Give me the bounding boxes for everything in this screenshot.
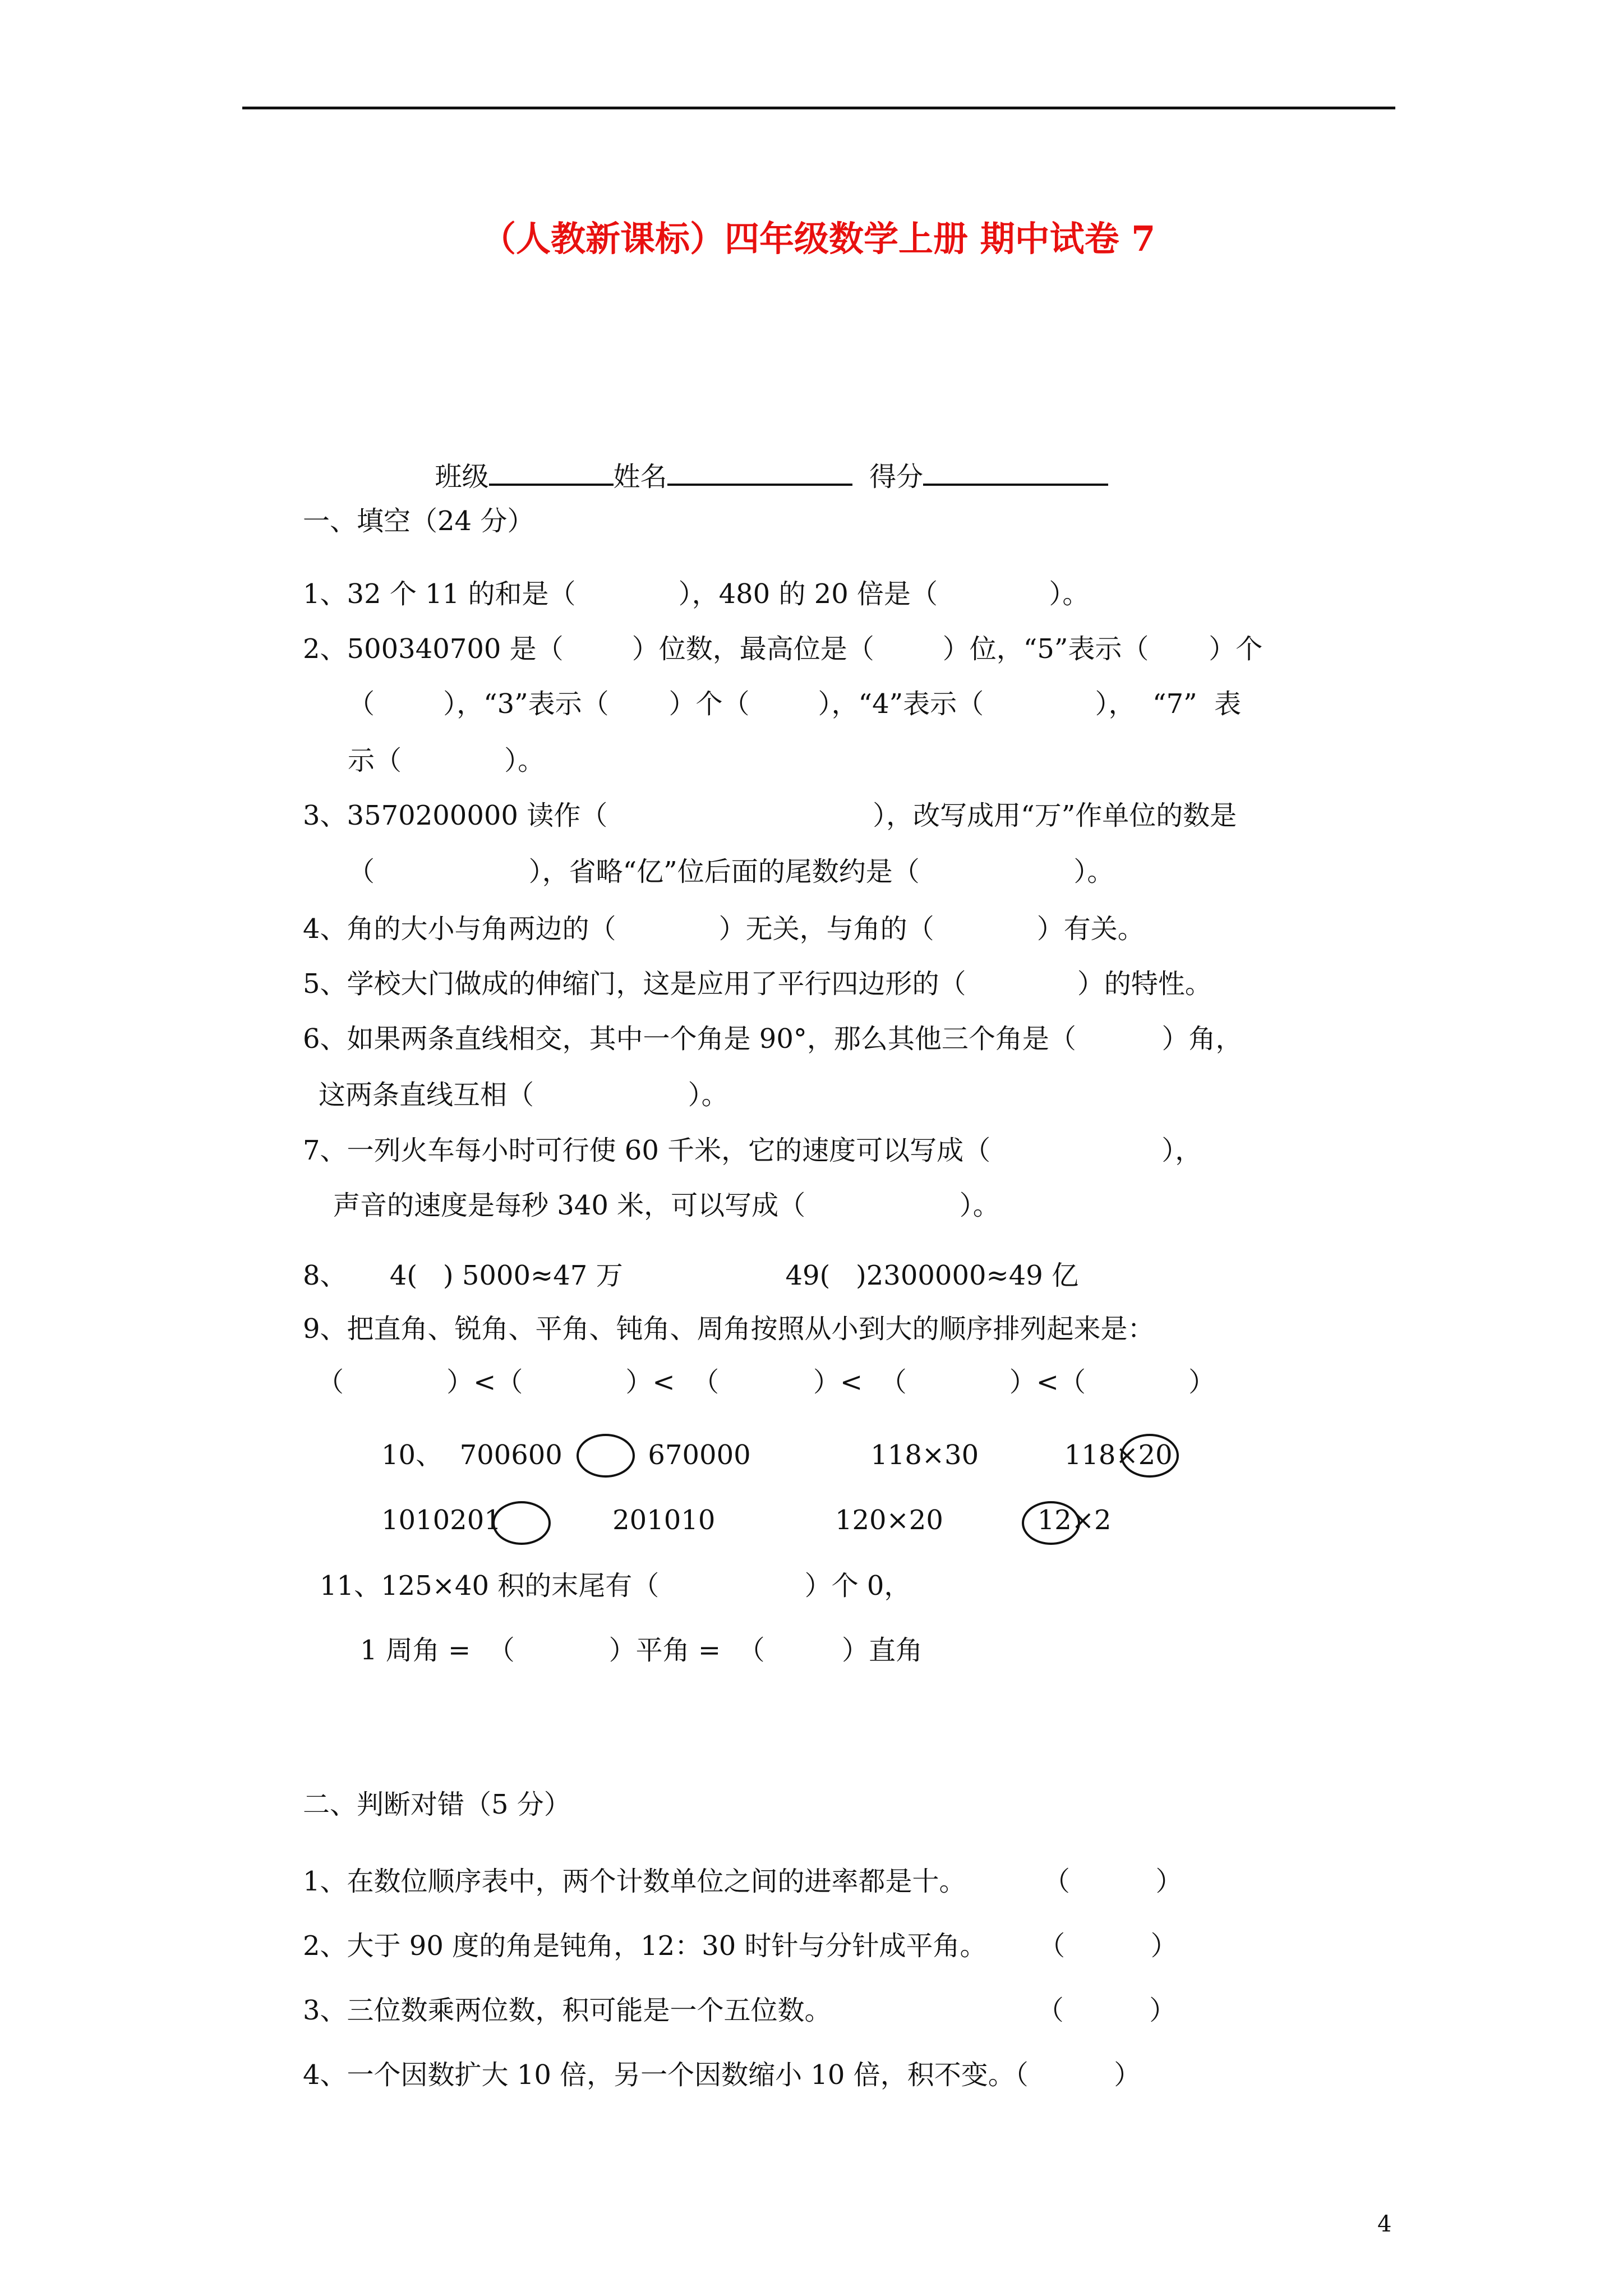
class-label: 班级 [435,461,489,493]
judge-item-3: 3、三位数乘两位数，积可能是一个五位数。 （ ） [303,1995,1177,2026]
q11-line2: 1 周角 = （ ）平角 = （ ）直角 [360,1635,923,1666]
page-title: （人教新课标）四年级数学上册 期中试卷 7 [481,218,1156,259]
q6-line1: 6、如果两条直线相交，其中一个角是 90°，那么其他三个角是（ ）角， [303,1023,1243,1055]
q2-line3: 示（ ）。 [348,745,545,776]
q10-line2: 1010201 201010 120×20 12×2 [381,1504,1112,1536]
compare-circle-3[interactable] [492,1501,551,1545]
q7-line1: 7、一列火车每小时可行使 60 千米，它的速度可以写成（ ）， [303,1135,1202,1166]
q10-line1: 10、 700600 670000 118×30 118×20 [381,1439,1173,1471]
name-blank[interactable] [667,459,852,486]
score-label: 得分 [869,461,924,493]
q4-line: 4、角的大小与角两边的（ ）无关，与角的（ ）有关。 [303,913,1145,945]
q9-line1: 9、把直角、锐角、平角、钝角、周角按照从小到大的顺序排列起来是： [303,1313,1155,1345]
class-blank[interactable] [489,459,614,486]
q6-line2: 这两条直线互相（ ）。 [319,1079,728,1111]
compare-circle-2[interactable] [1121,1434,1179,1478]
q3-line1: 3、3570200000 读作（ ），改写成用“万”作单位的数是 [303,800,1237,831]
student-info-line [418,432,1108,493]
compare-circle-4[interactable] [1022,1501,1080,1545]
name-label: 姓名 [613,461,667,493]
q3-line2: （ ），省略“亿”位后面的尾数约是（ ）。 [348,856,1114,887]
page-number: 4 [1377,2211,1392,2237]
judge-item-2: 2、大于 90 度的角是钝角，12：30 时针与分针成平角。 （ ） [303,1930,1178,1962]
judge-item-4: 4、一个因数扩大 10 倍，另一个因数缩小 10 倍，积不变。（ ） [303,2059,1141,2091]
section1-heading: 一、填空（24 分） [303,505,534,537]
q8-line: 8、 4( ) 5000≈47 万 49( )2300000≈49 亿 [303,1260,1079,1291]
q7-line2: 声音的速度是每秒 340 米，可以写成（ ）。 [333,1190,1000,1221]
q5-line: 5、学校大门做成的伸缩门，这是应用了平行四边形的（ ）的特性。 [303,968,1212,1000]
q2-line2: （ ），“3”表示（ ）个（ ），“4”表示（ ）， “7” 表 [348,688,1242,720]
compare-circle-1[interactable] [577,1434,635,1478]
q9-line2: （ ）<（ ）< （ ）< （ ）<（ ） [317,1366,1216,1398]
judge-item-1: 1、在数位顺序表中，两个计数单位之间的进率都是十。 （ ） [303,1866,1183,1897]
score-blank[interactable] [923,459,1108,486]
top-rule [242,107,1395,109]
section2-heading: 二、判断对错（5 分） [303,1789,571,1820]
q11-line1: 11、125×40 积的末尾有（ ）个 0， [320,1570,911,1602]
q2-line1: 2、500340700 是（ ）位数，最高位是（ ）位，“5”表示（ ）个 [303,633,1263,665]
q1-line: 1、32 个 11 的和是（ ），480 的 20 倍是（ ）。 [303,578,1090,610]
